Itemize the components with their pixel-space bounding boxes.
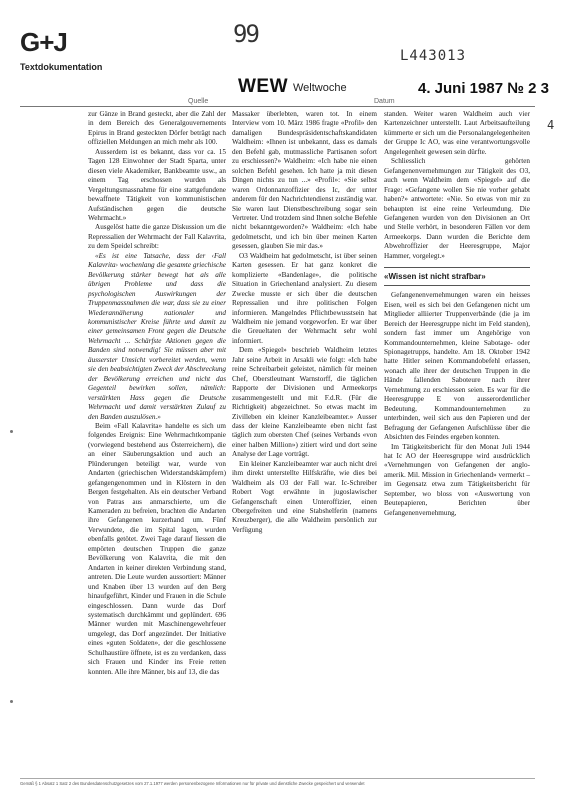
article-paragraph: zur Gänze in Brand gesteckt, aber die Zahl der in dem Bereich des Generalgouvernements Epirus in Brand gesteckten Dörfer beträgt nach offiziellen Meldungen an mich mehr als 100. (88, 110, 226, 147)
article-paragraph: Gefangenenvernehmungen waren ein heisses Eisen, weil es sich bei den Gefangenen nicht um Mitglieder alliierter Truppenverbände (die ja im Bereich der Heeresgruppe nicht im Feld standen), sondern fast immer um Angehörige von Kommandounternehmen, kleine Sabotage- oder Spionagetrupps, handelte. Am 18. Oktober 1942 hatte Hitler seinen Kommandobefehl erlassen, wonach alle ihrer der deutschen Truppen in die Hände fallenden Saboteure nach ihrer Vernehmung zu erschiessen seien. Es war für die Heeresgruppe E von ausserordentlicher Bedeutung, Kommandounternehmen zu unterbinden, weil sich aus den Papieren und der Befragung der Gefangenen Aufschlüsse über die Absichten des Feindes ergeben konnten. (384, 291, 530, 442)
header-divider (20, 106, 535, 107)
source-name: Weltwoche (293, 82, 347, 94)
article-paragraph: Beim «Fall Kalavrita» handelte es sich um folgendes Ereignis: Eine Wehrmachtkompanie (vorwiegend bestehend aus Österreichern), die an einer Säuberungsaktion und auch an Plünderungen beteiligt war, wurde von Andarten (griechischen Widerstandskämpfern) gefangengenommen und in Klöstern in den Bergen festgehalten. Als ein deutscher Verband von Patras aus anmarschierte, um die Kameraden zu befreien, brachten die Andarten ihre Gefangenen kurzerhand um. Fünf Verwundete, die im Spital lagen, wurden ebenfalls getötet. Zwei Tage darauf liessen die empörten deutschen Truppen die ganze Bevölkerung von Kalavrita, die mit den Andarten in keiner direkten Verbindung stand, antreten. Die Leute wurden aussortiert: Männer und Knaben über 13 wurden auf den Berg hinaufgeführt, Kinder und Frauen in die Schule eingeschlossen. Dann wurde das Dorf systematisch durchkämmt und geplündert. 696 Männer wurden mit Maschinengewehrfeuer umgelegt, das Dorf angezündet. Der Initiative eines «guten Soldaten», der die geschlossene Schulhaustüre öffnete, ist es zu verdanken, dass sich Frauen und Kinder ins Freie retten konnten. Alle ihre Männer, bis auf 13, die das (88, 421, 226, 676)
handwritten-page-number: 4 (547, 118, 555, 132)
article-paragraph: Im Tätigkeitsbericht für den Monat Juli 1944 hat Ic AO der Heeresgruppe wird ausdrücklich «Vernehmungen von Gefangenen der anglo-amerik. Mil. Mission in Griechenland» vermerkt – im Gegensatz etwa zum Tätigkeitsbericht für September, wo bloss von «Auswertung von Beutepapieren, Berichten über Gefangenenvernehmung, (384, 442, 530, 517)
footer-notice: Gemäß § 1 Absatz 1 Satz 2 des Bundesdatenschutzgesetzes vom 27.1.1977 werden personenbezogene Informationen nur für private und dienstliche Zwecke gespeichert und verwendet (20, 781, 365, 786)
datum-label: Datum (374, 98, 395, 105)
article-paragraph: Massaker überlebten, waren tot. In einem Interview vom 10. März 1986 fragte «Profil» den damaligen Bundespräsidentschaftskandidaten Waldheim: «Ihnen ist unbekannt, dass es damals den Befehl gab, mutmassliche Partisanen sofort zu erschiessen?» Waldheim: «Ich habe nie einen solchen Befehl gesehen. Ich hatte ja mit diesen Dingen nichts zu tun ...» «Profil»: «Sie selbst waren Ordonnanzoffizier des Ic, der unter anderem für den Nachrichtendienst zuständig war. Sie waren laut Dienstbeschreibung sogar sein Vertreter. Und trotzdem sind Ihnen solche Befehle nicht bekanntgeworden?» Waldheim: «Ich habe gedolmetscht, und ich bin über meinen Karten gesessen, glauben Sie mir das.» (232, 110, 377, 251)
subheading: «Wissen ist nicht strafbar» (384, 267, 530, 286)
article-paragraph: Ausserdem ist es bekannt, dass vor ca. 15 Tagen 128 Einwohner der Stadt Sparta, unter diesen viele Akademiker, Bankbeamte usw., an einem Tag erschossen wurden als Vergeltungsmassnahme für eine stattgefundene bewaffnete Tätigkeit von kommunistischen Aufständischen gegen die deutsche Wehrmacht.» (88, 147, 226, 222)
handwritten-archive-id: L443013 (400, 48, 467, 64)
logo: G+J (20, 27, 67, 57)
article-paragraph: Dem «Spiegel» beschrieb Waldheim letztes Jahr seine Arbeit in Arsakli wie folgt: «Ich habe reine Schreibarbeit geleistet, nämlich für meinen Chef, Oberstleutnant Warnstorff, die täglichen Rapporte der Divisionen und Armeekorps zusammengestellt und mit F.d.R. (Für die Richtigkeit) abgezeichnet. So etwas macht im Zivilleben ein kleiner Kanzleibeamter.» Ausser dass der kleine Kanzleibeamte eben nicht fast täglich zum obersten Chef (seines Verbands «von einer halben Million») zitiert wird und dort seine Analyse der Lage vorträgt. (232, 346, 377, 459)
footer-divider (20, 778, 535, 779)
quelle-label: Quelle (188, 98, 209, 105)
issue-date: 4. Juni 1987 № 2 3 (418, 80, 549, 97)
article-column-3 (384, 110, 530, 518)
source-abbrev: WEW (238, 76, 289, 97)
logo-subtitle: Textdokumentation (20, 62, 103, 72)
article-paragraph: Ein kleiner Kanzleibeamter war auch nicht drei ihm direkt unterstellte Hilfskräfte, wie dies bei Waldheim als O3 der Fall war. Ic-Schreiber Robert Vogt erwähnte in jugoslawischer Gefangenschaft einen Unteroffizier, einen Obergefreiten und eine Stabshelferin (namens Kreuzberger), die alle Waldheim persönlich zur Verfügung (232, 459, 377, 534)
article-paragraph: standen. Weiter waren Waldheim auch vier Kartenzeichner unterstellt. Laut Arbeitsaufteilung kümmerte er sich um die Personalangelegenheiten der Gruppe Ic AO, was eine verantwortungsvolle Angelegenheit gewesen sein dürfte. (384, 110, 530, 156)
punch-hole-mark (10, 430, 13, 433)
article-paragraph: O3 Waldheim hat gedolmetscht, ist über seinen Karten gesessen. Er hat ganz konkret die komplizierte «Bandenlage», die politische Situation in Griechenland analysiert. Zu diesem Zwecke musste er sich über die deutschen Repressalien und ihre politischen Folgen informieren. Mangelndes Pflichtbewusstsein hat Waldheim nie jemand vorgeworfen. Er war über die Greueltaten der Wehrmacht sehr wohl informiert. (232, 251, 377, 345)
article-column-1 (88, 110, 226, 677)
punch-hole-mark (10, 700, 13, 703)
article-paragraph: Ausgelöst hatte die ganze Diskussion um die Repressalien der Wehrmacht der Fall Kalavrita, zu dem Speidel schreibt: (88, 223, 226, 251)
article-column-2 (232, 110, 377, 535)
article-paragraph: Schliesslich gehörten Gefangenenvernehmungen zur Tätigkeit des O3, auch wenn Waldheim dem «Spiegel» auf die Frage: «Gefangene wollen Sie nie vorher gehabt haben?» antwortete: «Nie. So etwas von mir zu behaupten ist eine reine Verleumdung. Die Gefangenen wurden von den Divisionen an Ort und Stelle verhört, in besonderen Fällen vor dem Armeekorps. Dann wurden die Berichte dem Abwehroffizier der Heeresgruppe, Major Hammer, vorgelegt.» (384, 157, 530, 260)
quote-paragraph: «Es ist eine Tatsache, dass der ‹Fall Kalavrita› wochenlang die gesamte griechische Bevölkerung stärker bewegt hat als alle übrigen Probleme und dass die psychologischen Auswirkungen der Truppenmassnahmen die war, dass sie zu einer Wiederannäherung nationaler und kommunistischer Kreise führte und damit zu einer gemeinsamen Front gegen die Deutsche Wehrmacht ... Schärfste Aktionen gegen die Banden sind notwendig! Sie müssen aber mit äusserster Umsicht vorbereitet werden, wenn sie den beabsichtigten Zweck der Abschreckung der Bevölkerung erreichen und nicht das Gegenteil bewirken sollen, nämlich: verstärkten Hass gegen die Deutsche Wehrmacht und damit verstärkten Zulauf zu den Banden auszulösen.» (88, 251, 226, 421)
handwritten-number: 99 (233, 20, 258, 48)
